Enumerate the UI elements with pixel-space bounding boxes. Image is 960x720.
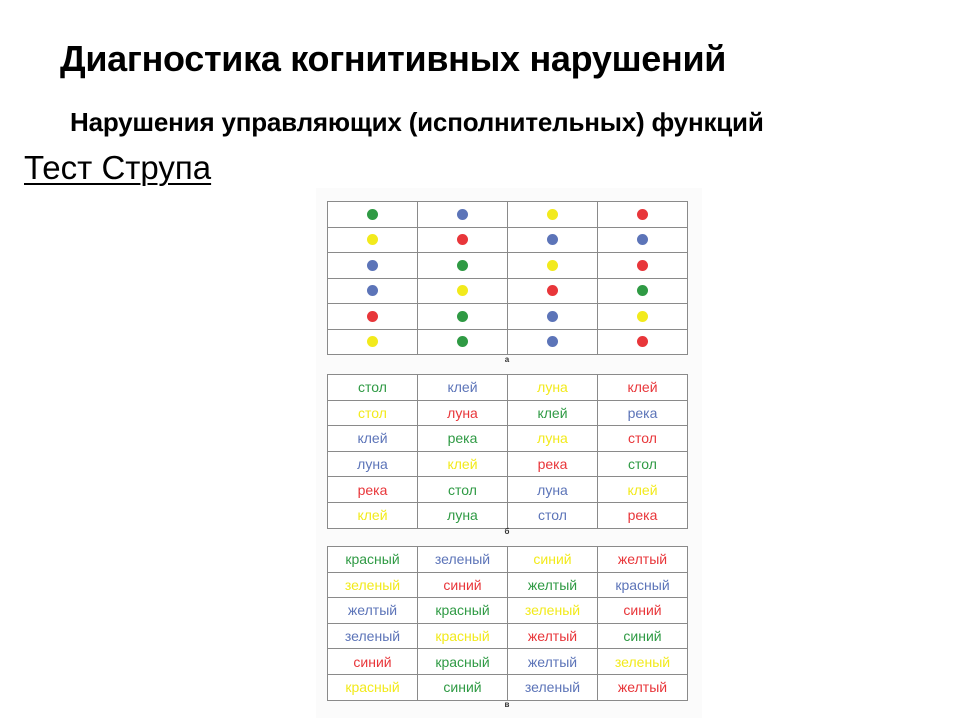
stroop-word: клей — [447, 456, 478, 473]
table-cell — [328, 304, 418, 330]
stroop-panel-b-neutral-words — [327, 374, 688, 529]
table-cell — [598, 547, 688, 573]
stroop-word: желтый — [527, 653, 578, 670]
table-cell — [508, 375, 598, 401]
table-row — [328, 329, 688, 355]
table-cell — [328, 278, 418, 304]
table-cell — [418, 502, 508, 528]
stroop-word: зеленый — [524, 602, 581, 619]
table-cell — [508, 304, 598, 330]
yellow-dot-icon — [637, 311, 648, 322]
table-cell — [598, 375, 688, 401]
stroop-word: река — [627, 507, 658, 524]
table-cell — [508, 623, 598, 649]
panel-b-label: б — [504, 527, 510, 536]
table-row — [328, 400, 688, 426]
stroop-word: клей — [357, 430, 388, 447]
table-cell — [418, 329, 508, 355]
stroop-panel-c-color-words — [327, 546, 688, 701]
stroop-word: зеленый — [344, 576, 401, 593]
table-cell — [418, 278, 508, 304]
stroop-word: луна — [537, 379, 568, 396]
blue-dot-icon — [547, 336, 558, 347]
stroop-word: синий — [533, 551, 572, 568]
table-cell — [418, 227, 508, 253]
stroop-word: синий — [623, 602, 662, 619]
table-cell — [418, 253, 508, 279]
stroop-word: зеленый — [614, 653, 671, 670]
stroop-word: стол — [358, 404, 387, 421]
yellow-dot-icon — [367, 234, 378, 245]
table-cell — [598, 502, 688, 528]
table-cell — [328, 329, 418, 355]
stroop-word: красный — [435, 628, 490, 645]
yellow-dot-icon — [547, 209, 558, 220]
table-cell — [418, 649, 508, 675]
table-cell — [418, 202, 508, 228]
table-cell — [598, 572, 688, 598]
table-cell — [418, 572, 508, 598]
table-cell — [598, 477, 688, 503]
slide-subtitle: Нарушения управляющих (исполнительных) функций — [70, 107, 764, 137]
table-cell — [598, 227, 688, 253]
green-dot-icon — [367, 209, 378, 220]
table-cell — [508, 227, 598, 253]
table-cell — [508, 253, 598, 279]
blue-dot-icon — [547, 311, 558, 322]
stroop-word: красный — [345, 551, 400, 568]
section-heading: Тест Струпа — [24, 149, 212, 186]
table-cell — [418, 304, 508, 330]
stroop-word: стол — [538, 507, 567, 524]
table-cell — [598, 278, 688, 304]
table-cell — [328, 253, 418, 279]
red-dot-icon — [637, 336, 648, 347]
stroop-word: луна — [537, 430, 568, 447]
table-row — [328, 253, 688, 279]
table-cell — [328, 426, 418, 452]
table-cell — [418, 598, 508, 624]
table-cell — [418, 426, 508, 452]
yellow-dot-icon — [547, 260, 558, 271]
table-cell — [508, 451, 598, 477]
table-row — [328, 502, 688, 528]
table-row — [328, 426, 688, 452]
stroop-word: река — [357, 481, 388, 498]
table-cell — [418, 477, 508, 503]
stroop-word: река — [537, 456, 568, 473]
table-cell — [328, 227, 418, 253]
stroop-word: желтый — [527, 576, 578, 593]
stroop-word: зеленый — [344, 628, 401, 645]
stroop-word: синий — [443, 576, 482, 593]
table-row — [328, 304, 688, 330]
panel-c-label: в — [504, 700, 510, 709]
table-cell — [508, 278, 598, 304]
table-cell — [418, 400, 508, 426]
table-cell — [328, 572, 418, 598]
red-dot-icon — [457, 234, 468, 245]
slide-title: Диагностика когнитивных нарушений — [60, 38, 727, 79]
stroop-word: красный — [435, 653, 490, 670]
table-cell — [598, 451, 688, 477]
stroop-word: стол — [358, 379, 387, 396]
table-cell — [598, 304, 688, 330]
table-cell — [418, 674, 508, 700]
table-row — [328, 375, 688, 401]
stroop-word: желтый — [617, 679, 668, 696]
table-cell — [328, 598, 418, 624]
table-cell — [328, 400, 418, 426]
blue-dot-icon — [637, 234, 648, 245]
table-cell — [508, 400, 598, 426]
table-row — [328, 649, 688, 675]
table-cell — [508, 502, 598, 528]
table-cell — [508, 674, 598, 700]
table-cell — [598, 329, 688, 355]
stroop-word: красный — [615, 576, 670, 593]
red-dot-icon — [637, 260, 648, 271]
table-cell — [598, 253, 688, 279]
table-row — [328, 477, 688, 503]
stroop-word: зеленый — [434, 551, 491, 568]
yellow-dot-icon — [457, 285, 468, 296]
table-cell — [328, 547, 418, 573]
table-row — [328, 674, 688, 700]
table-cell — [328, 451, 418, 477]
table-cell — [598, 400, 688, 426]
stroop-word: луна — [447, 507, 478, 524]
stroop-word: стол — [628, 456, 657, 473]
table-row — [328, 623, 688, 649]
green-dot-icon — [457, 311, 468, 322]
stroop-word: желтый — [347, 602, 398, 619]
table-row — [328, 598, 688, 624]
table-cell — [418, 623, 508, 649]
table-cell — [598, 202, 688, 228]
table-row — [328, 227, 688, 253]
stroop-word: синий — [443, 679, 482, 696]
table-cell — [598, 649, 688, 675]
stroop-panel-a-color-dots — [327, 201, 688, 355]
table-cell — [508, 477, 598, 503]
stroop-word: луна — [357, 456, 388, 473]
stroop-word: зеленый — [524, 679, 581, 696]
table-cell — [508, 649, 598, 675]
stroop-word: луна — [537, 481, 568, 498]
table-cell — [598, 426, 688, 452]
blue-dot-icon — [367, 285, 378, 296]
table-cell — [328, 477, 418, 503]
stroop-word: красный — [435, 602, 490, 619]
stroop-word: клей — [627, 481, 658, 498]
stroop-word: стол — [628, 430, 657, 447]
table-cell — [328, 674, 418, 700]
stroop-word: клей — [627, 379, 658, 396]
table-row — [328, 278, 688, 304]
stroop-word: клей — [537, 404, 568, 421]
stroop-word: река — [627, 404, 658, 421]
table-cell — [598, 623, 688, 649]
table-cell — [598, 674, 688, 700]
table-cell — [508, 329, 598, 355]
table-row — [328, 202, 688, 228]
table-row — [328, 572, 688, 598]
table-cell — [598, 598, 688, 624]
stroop-word: река — [447, 430, 478, 447]
table-cell — [328, 202, 418, 228]
red-dot-icon — [547, 285, 558, 296]
table-cell — [508, 547, 598, 573]
table-cell — [328, 375, 418, 401]
table-cell — [328, 623, 418, 649]
red-dot-icon — [367, 311, 378, 322]
blue-dot-icon — [547, 234, 558, 245]
table-cell — [508, 202, 598, 228]
stroop-word: желтый — [617, 551, 668, 568]
green-dot-icon — [637, 285, 648, 296]
stroop-word: красный — [345, 679, 400, 696]
table-cell — [508, 426, 598, 452]
table-cell — [508, 572, 598, 598]
table-cell — [418, 451, 508, 477]
red-dot-icon — [637, 209, 648, 220]
stroop-word: стол — [448, 481, 477, 498]
table-cell — [508, 598, 598, 624]
table-cell — [328, 502, 418, 528]
table-cell — [418, 547, 508, 573]
table-cell — [328, 649, 418, 675]
blue-dot-icon — [367, 260, 378, 271]
table-row — [328, 547, 688, 573]
green-dot-icon — [457, 336, 468, 347]
stroop-word: синий — [623, 628, 662, 645]
green-dot-icon — [457, 260, 468, 271]
blue-dot-icon — [457, 209, 468, 220]
table-row — [328, 451, 688, 477]
table-cell — [418, 375, 508, 401]
panel-a-label: а — [504, 355, 510, 364]
stroop-word: клей — [357, 507, 388, 524]
stroop-word: луна — [447, 404, 478, 421]
yellow-dot-icon — [367, 336, 378, 347]
stroop-word: желтый — [527, 628, 578, 645]
stroop-word: синий — [353, 653, 392, 670]
stroop-word: клей — [447, 379, 478, 396]
